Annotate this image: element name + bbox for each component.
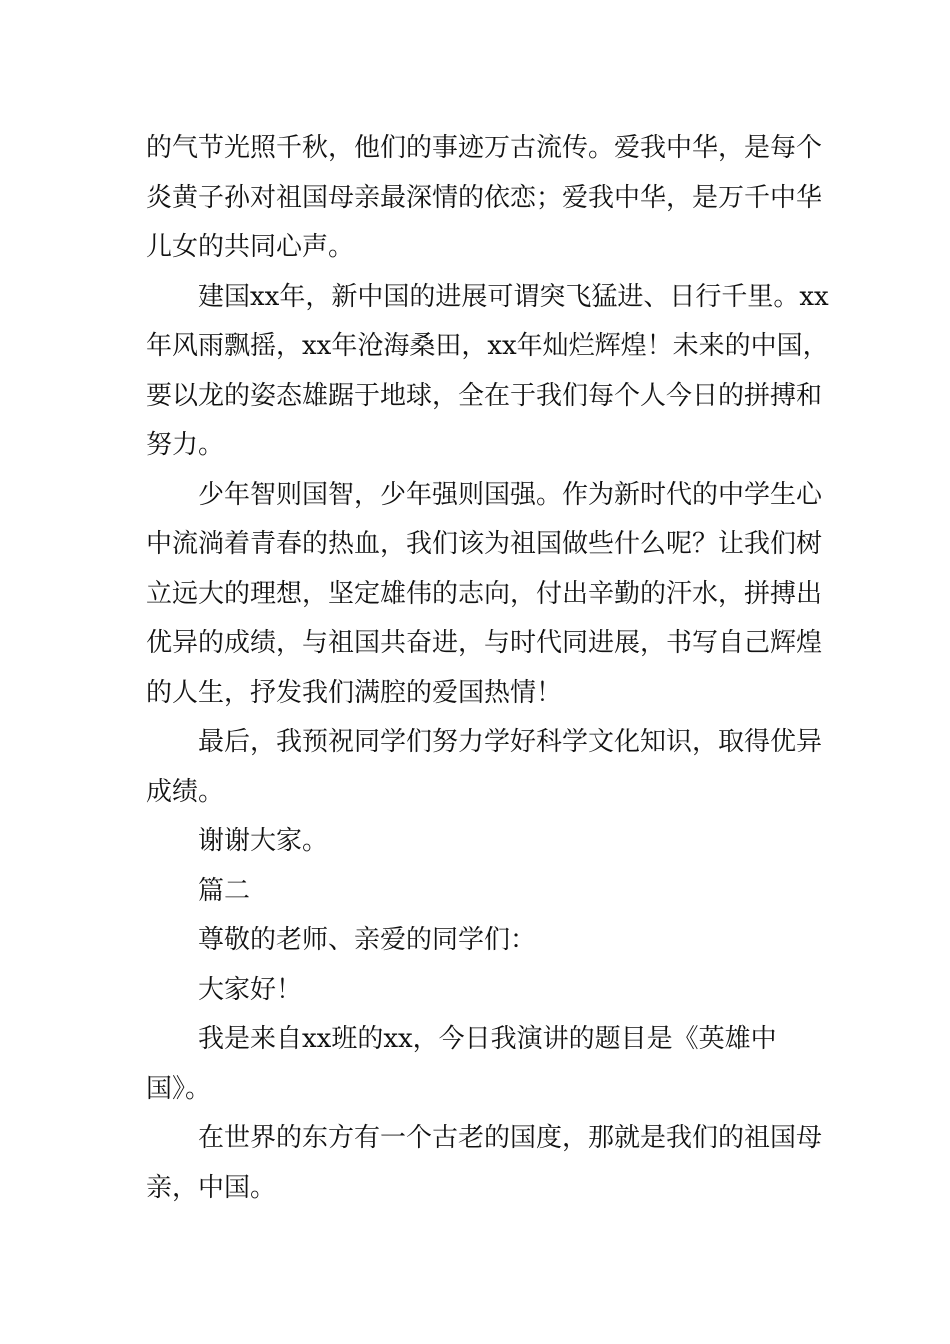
- paragraph-last: 在世界的东方有一个古老的国度，那就是我们的祖国母亲，中国。: [146, 1123, 823, 1203]
- section-heading: 篇二: [198, 875, 251, 906]
- paragraph-1: 的气节光照千秋，他们的事迹万古流传。爱我中华，是每个炎黄子孙对祖国母亲最深情的依恋；爱我中华，是万千中华儿女的共同心声。: [146, 133, 823, 262]
- paragraph-3: 少年智则国智，少年强则国强。作为新时代的中学生心中流淌着青春的热血，我们该为祖国做些什么呢？让我们树立远大的理想，坚定雄伟的志向，付出辛勤的汗水，拼搏出优异的成绩，与祖国共奋进，与时代同进展，书写自己辉煌的人生，抒发我们满腔的爱国热情！: [146, 479, 823, 708]
- greeting: 大家好！: [198, 974, 303, 1005]
- salutation: 尊敬的老师、亲爱的同学们：: [198, 925, 537, 955]
- closing-thanks: 谢谢大家。: [198, 826, 329, 856]
- paragraph-2: 建国xx年，新中国的进展可谓突飞猛进、日行千里。xx年风雨飘摇，xx年沧海桑田，xx年灿烂辉煌！未来的中国，要以龙的姿态雄踞于地球，全在于我们每个人今日的拼搏和努力。: [146, 281, 829, 460]
- paragraph-intro: 我是来自xx班的xx，今日我演讲的题目是《英雄中国》。: [146, 1024, 777, 1104]
- document-body: [146, 124, 836, 1213]
- paragraph-4: 最后，我预祝同学们努力学好科学文化知识，取得优异成绩。: [146, 727, 823, 807]
